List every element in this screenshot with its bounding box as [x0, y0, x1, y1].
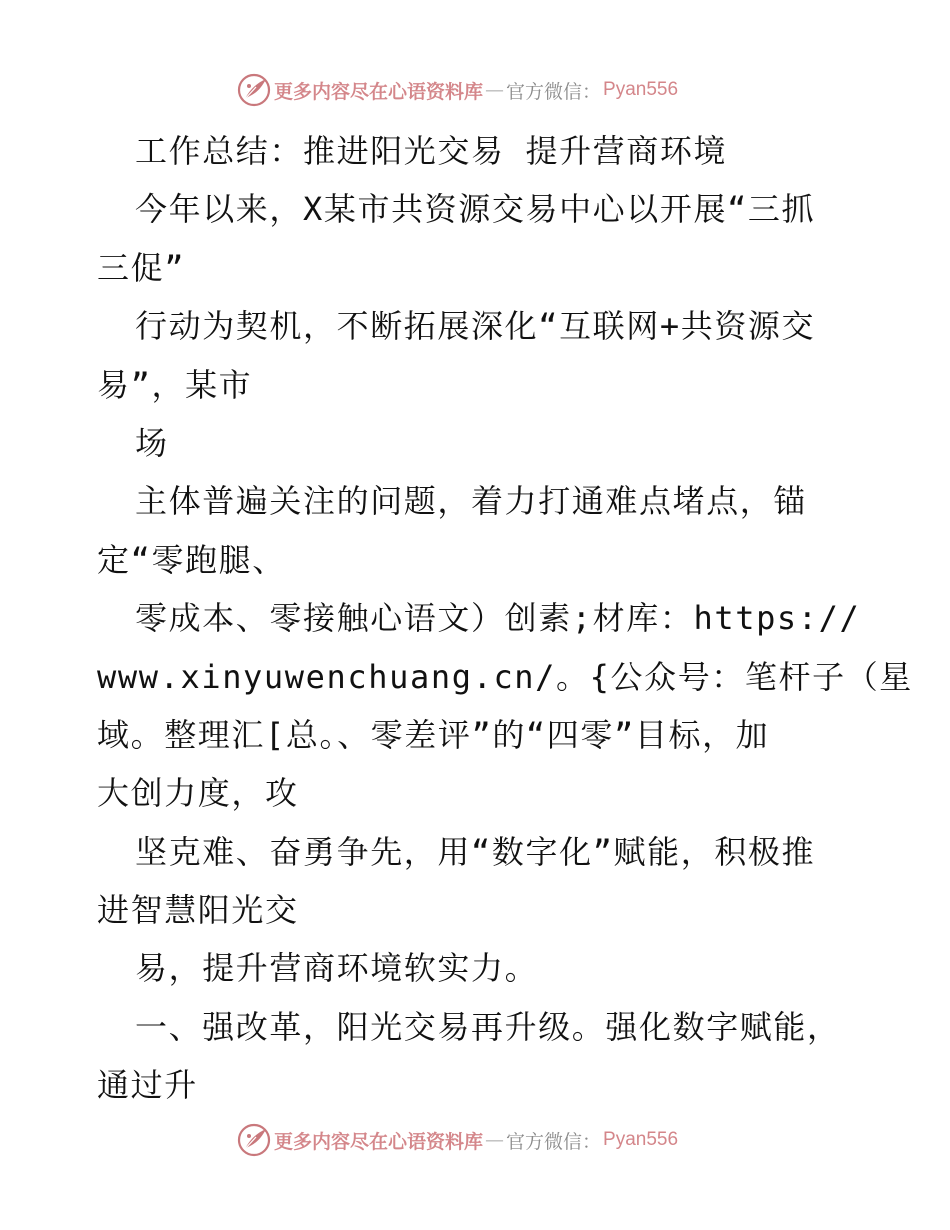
- footer-brand-text: 更多内容尽在心语资料库: [274, 1130, 484, 1153]
- header-watermark-banner: [236, 72, 678, 108]
- header-brand-text: 更多内容尽在心语资料库: [274, 80, 484, 103]
- doc-line: 易”，某市: [97, 365, 253, 404]
- doc-line: 易，提升营商环境软实力。: [135, 949, 539, 988]
- doc-line: 主体普遍关注的问题，着力打通难点堵点，锚: [135, 482, 808, 521]
- footer-watermark-banner: [236, 1122, 678, 1158]
- doc-line: 大创力度，攻: [97, 774, 299, 813]
- header-wechat-label: 官方微信：: [506, 80, 602, 103]
- doc-line: 通过升: [97, 1066, 198, 1105]
- doc-line: 定“零跑腿、: [97, 540, 286, 579]
- doc-line: www.xinyuwenchuang.cn/。{公众号：笔杆子（星: [97, 657, 913, 696]
- doc-line: 坚克难、奋勇争先，用“数字化”赋能，积极推: [135, 832, 816, 871]
- header-wechat-id: Pyan556: [603, 79, 679, 100]
- doc-title-line: 工作总结：推进阳光交易 提升营商环境: [135, 132, 728, 170]
- feather-pen-logo-icon: [236, 1122, 272, 1158]
- feather-pen-logo-icon: [236, 72, 272, 108]
- doc-line: 今年以来，X某市共资源交易中心以开展“三抓: [135, 190, 816, 229]
- doc-line: 场: [135, 423, 169, 462]
- doc-line: 三促”: [97, 248, 186, 287]
- doc-line: 域。整理汇[总。、零差评”的“四零”目标，加: [97, 715, 770, 754]
- footer-wechat-label: 官方微信：: [506, 1130, 602, 1153]
- doc-line: 行动为契机，不断拓展深化“互联网+共资源交: [135, 307, 816, 346]
- doc-line: 一、强改革，阳光交易再升级。强化数字赋能，: [135, 1007, 841, 1046]
- footer-wechat-id: Pyan556: [603, 1129, 679, 1150]
- doc-line: 零成本、零接触心语文）创素;材库：https://: [135, 599, 861, 638]
- document-body: [97, 122, 913, 1115]
- doc-line: 进智慧阳光交: [97, 891, 299, 930]
- footer-separator: —: [485, 1129, 505, 1151]
- header-separator: —: [485, 79, 505, 101]
